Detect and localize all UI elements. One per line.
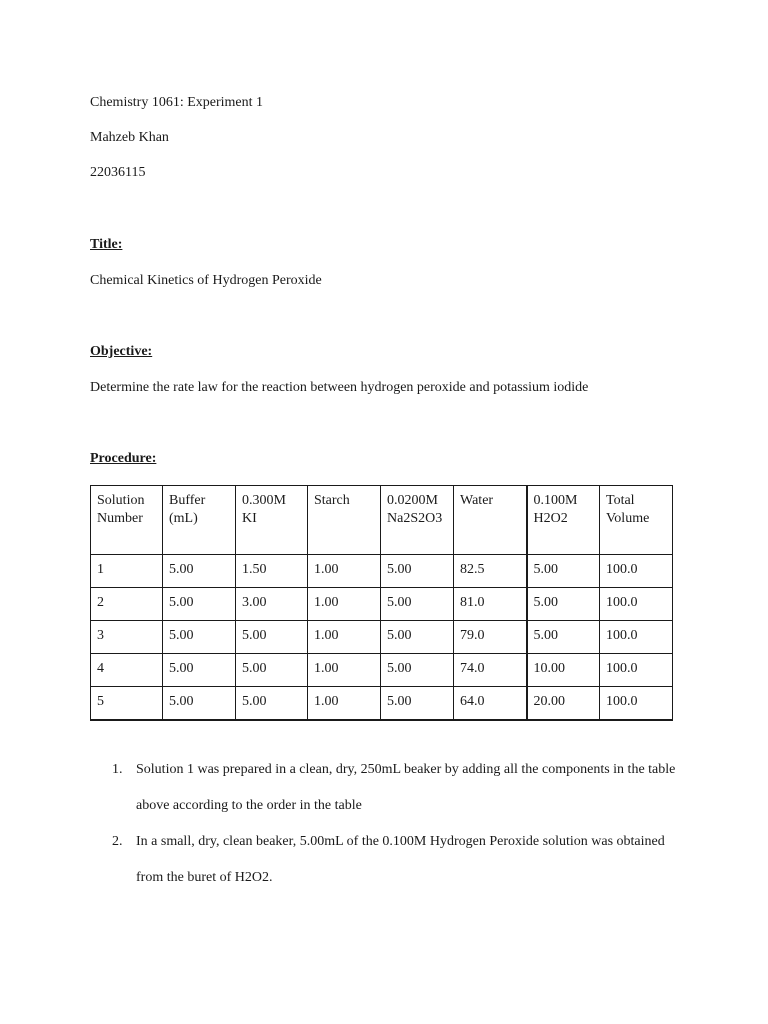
- table-cell: 100.0: [600, 654, 673, 687]
- table-cell: 64.0: [454, 687, 527, 721]
- table-cell: 5.00: [527, 621, 600, 654]
- step-text: Solution 1 was prepared in a clean, dry, 250mL beaker by adding all the components in the table above according to the order in the table: [136, 762, 676, 813]
- header-total-volume: Total Volume: [600, 486, 673, 555]
- objective-heading: Objective:: [90, 344, 153, 359]
- table-row: [91, 654, 673, 687]
- table-cell: 5.00: [527, 555, 600, 588]
- table-cell: 5.00: [163, 555, 236, 588]
- table-cell: 100.0: [600, 621, 673, 654]
- table-row: [91, 555, 673, 588]
- author-name: Mahzeb Khan: [90, 130, 169, 145]
- table-cell: 81.0: [454, 588, 527, 621]
- table-cell: 5.00: [381, 654, 454, 687]
- table-row: [91, 687, 673, 721]
- table-cell: 5.00: [236, 687, 308, 721]
- table-cell: 100.0: [600, 687, 673, 721]
- table-cell: 1.00: [308, 555, 381, 588]
- table-cell: 2: [91, 588, 163, 621]
- table-cell: 3.00: [236, 588, 308, 621]
- title-heading: Title:: [90, 237, 123, 252]
- header-starch: Starch: [308, 486, 381, 555]
- step-text: In a small, dry, clean beaker, 5.00mL of the 0.100M Hydrogen Peroxide solution was obtained from the buret of H2O2.: [136, 834, 665, 885]
- step-number: 2.: [112, 834, 123, 849]
- table-cell: 82.5: [454, 555, 527, 588]
- table-cell: 4: [91, 654, 163, 687]
- header-h2o2: 0.100M H2O2: [527, 486, 600, 555]
- table-cell: 5.00: [236, 621, 308, 654]
- step-number: 1.: [112, 762, 123, 777]
- student-id: 22036115: [90, 165, 146, 180]
- table-cell: 100.0: [600, 555, 673, 588]
- procedure-table: [90, 485, 673, 721]
- table-row: [91, 588, 673, 621]
- course-title: Chemistry 1061: Experiment 1: [90, 95, 264, 110]
- table-cell: 1.00: [308, 687, 381, 721]
- objective-text: Determine the rate law for the reaction between hydrogen peroxide and potassium iodide: [90, 380, 589, 395]
- table-cell: 5.00: [163, 654, 236, 687]
- table-cell: 20.00: [527, 687, 600, 721]
- title-text: Chemical Kinetics of Hydrogen Peroxide: [90, 273, 322, 288]
- table-cell: 79.0: [454, 621, 527, 654]
- header-ki: 0.300M KI: [236, 486, 308, 555]
- table-cell: 1.00: [308, 588, 381, 621]
- table-cell: 5.00: [381, 588, 454, 621]
- table-cell: 5.00: [163, 687, 236, 721]
- table-cell: 100.0: [600, 588, 673, 621]
- table-cell: 3: [91, 621, 163, 654]
- table-cell: 5.00: [236, 654, 308, 687]
- list-item: [90, 824, 680, 896]
- header-thiosulfate: 0.0200M Na2S2O3: [381, 486, 454, 555]
- table-header-row: [91, 486, 673, 555]
- table-cell: 5.00: [527, 588, 600, 621]
- table-cell: 74.0: [454, 654, 527, 687]
- header-water: Water: [454, 486, 527, 555]
- table-cell: 5.00: [381, 555, 454, 588]
- table-cell: 5.00: [163, 588, 236, 621]
- procedure-heading: Procedure:: [90, 451, 157, 466]
- table-cell: 10.00: [527, 654, 600, 687]
- table-row: [91, 621, 673, 654]
- list-item: [90, 752, 680, 824]
- table-cell: 5: [91, 687, 163, 721]
- table-cell: 5.00: [381, 621, 454, 654]
- table-cell: 1: [91, 555, 163, 588]
- procedure-steps: [90, 752, 680, 896]
- table-cell: 5.00: [381, 687, 454, 721]
- table-cell: 1.00: [308, 654, 381, 687]
- table-cell: 1.00: [308, 621, 381, 654]
- header-solution-number: Solution Number: [91, 486, 163, 555]
- header-buffer: Buffer (mL): [163, 486, 236, 555]
- table-cell: 5.00: [163, 621, 236, 654]
- table-cell: 1.50: [236, 555, 308, 588]
